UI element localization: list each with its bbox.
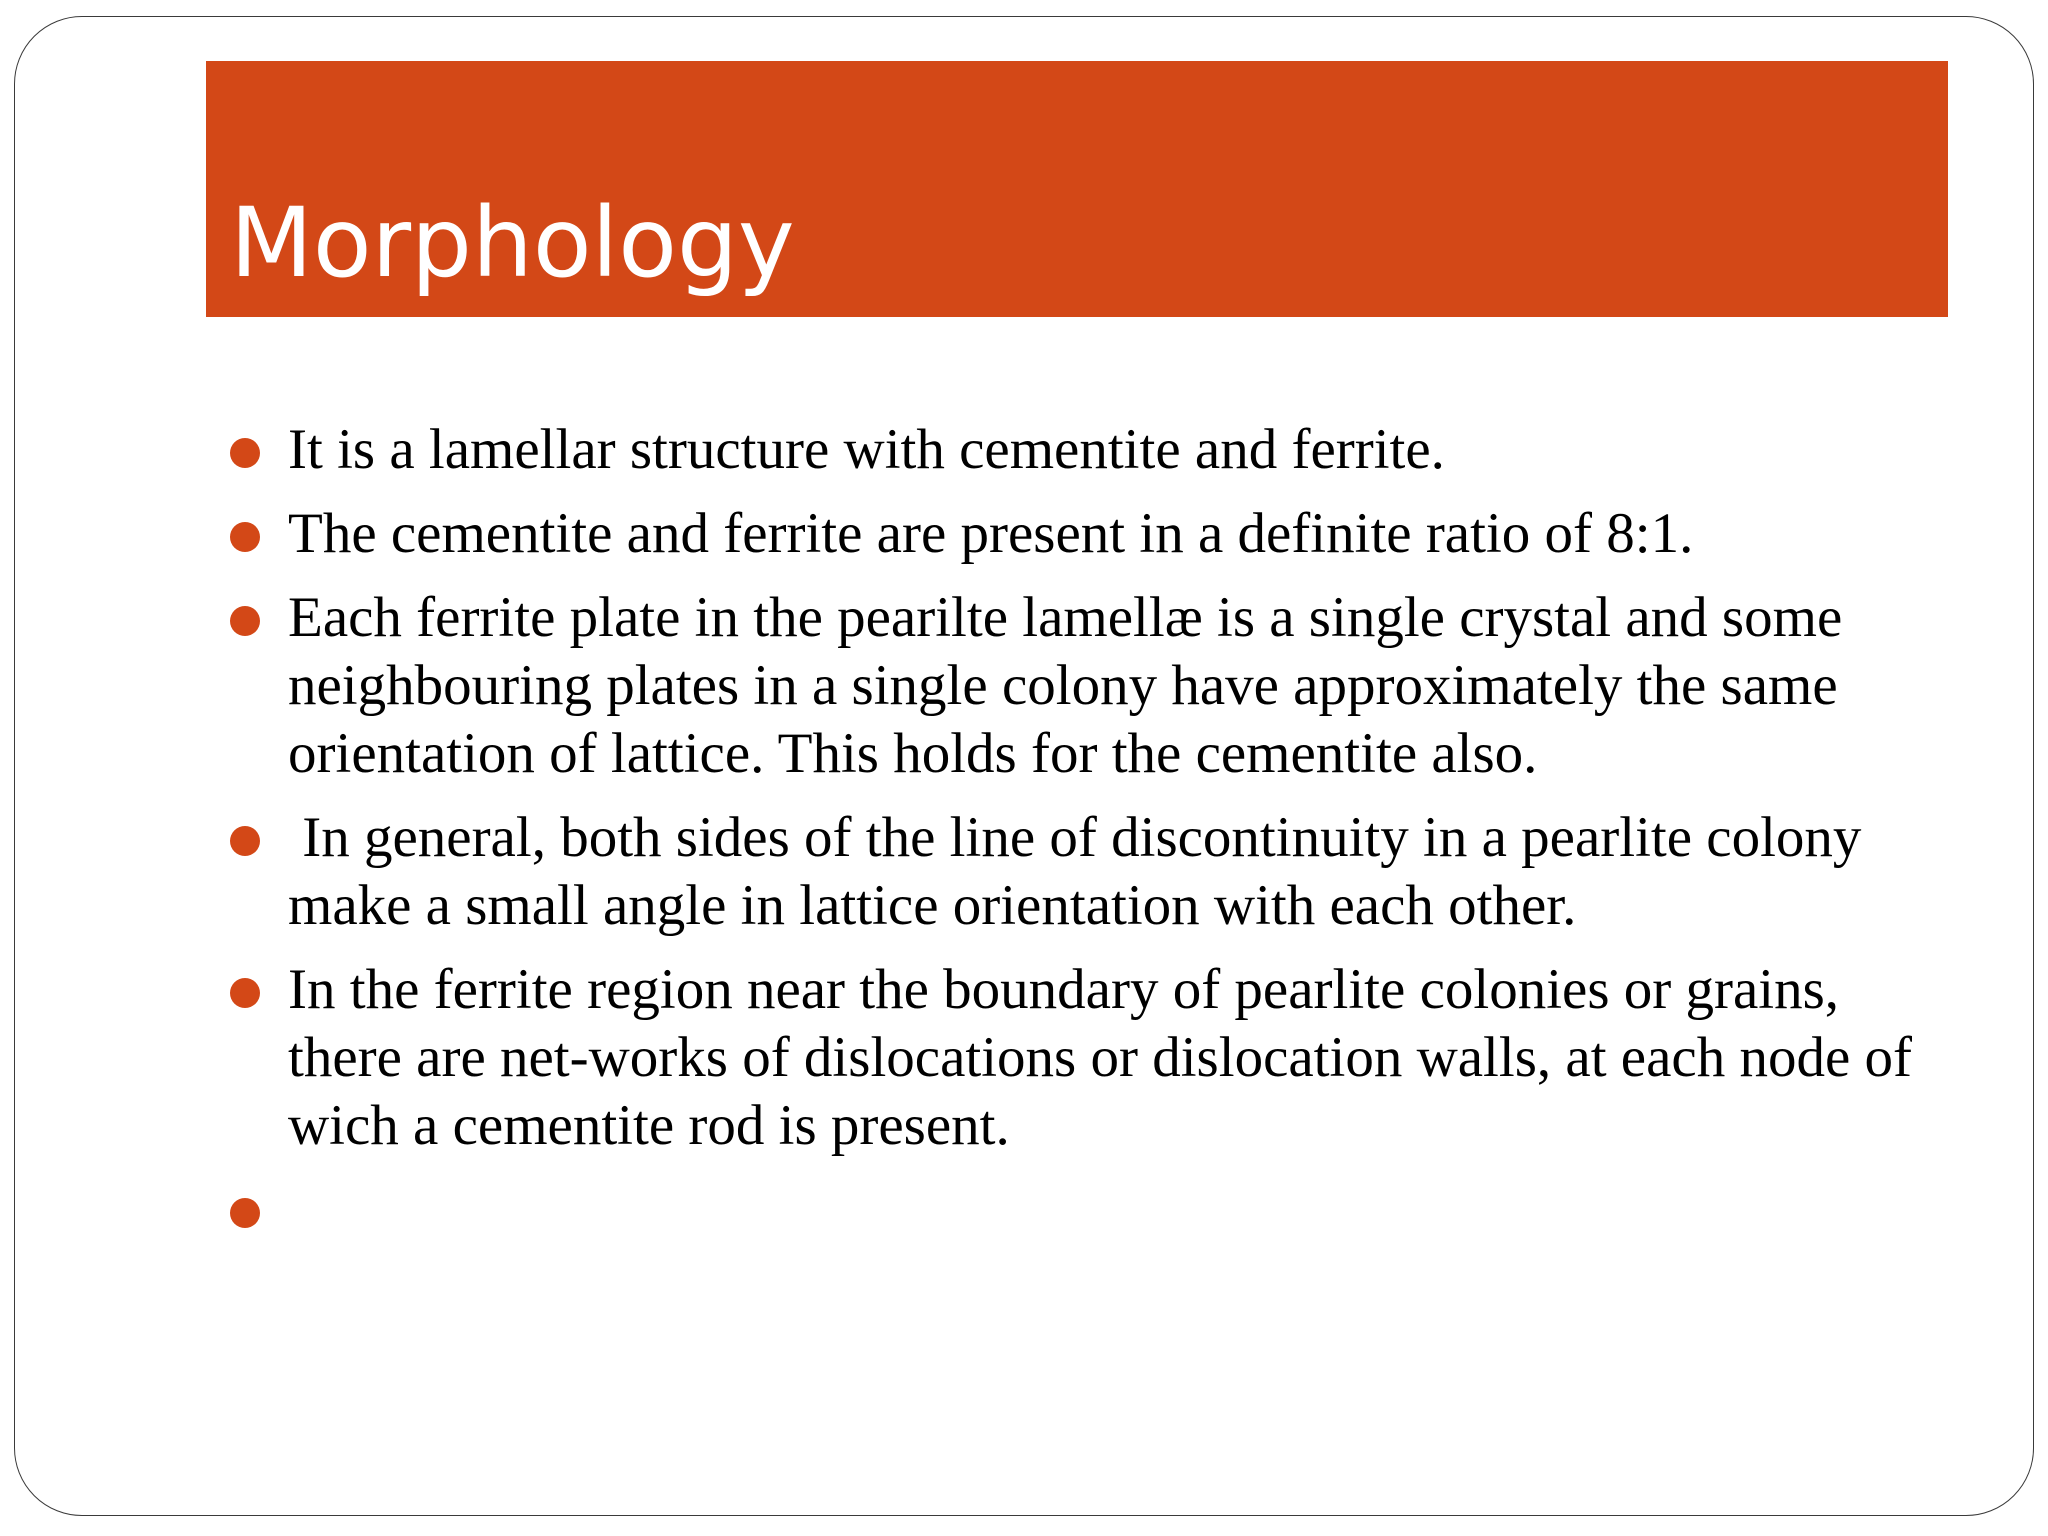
bullet-dot-icon — [230, 1198, 260, 1228]
bullet-dot-icon — [230, 522, 260, 552]
bullet-item — [220, 500, 1960, 568]
bullet-dot-icon — [230, 826, 260, 856]
bullet-item — [220, 804, 1960, 940]
bullet-item-empty — [220, 1176, 1960, 1244]
bullet-list — [220, 416, 1960, 1260]
bullet-dot-icon — [230, 606, 260, 636]
bullet-dot-icon — [230, 978, 260, 1008]
bullet-dot-icon — [230, 438, 260, 468]
bullet-text: Each ferrite plate in the pearilte lamellæ is a single crystal and some neighbouring plates in a single colony have approximately the same orientation of lattice. This holds for the cementite also. — [288, 586, 1857, 785]
bullet-item — [220, 956, 1960, 1160]
bullet-text: The cementite and ferrite are present in a definite ratio of 8:1. — [288, 502, 1694, 565]
bullet-text: It is a lamellar structure with cementite and ferrite. — [288, 418, 1445, 481]
slide-title: Morphology — [230, 187, 795, 299]
bullet-text: In general, both sides of the line of discontinuity in a pearlite colony make a small angle in lattice orientation with each other. — [288, 806, 1876, 937]
title-bar — [206, 61, 1948, 317]
bullet-text: In the ferrite region near the boundary of pearlite colonies or grains, there are net-works of dislocations or dislocation walls, at each node of wich a cementite rod is present. — [288, 958, 1927, 1157]
bullet-item — [220, 584, 1960, 788]
bullet-item — [220, 416, 1960, 484]
